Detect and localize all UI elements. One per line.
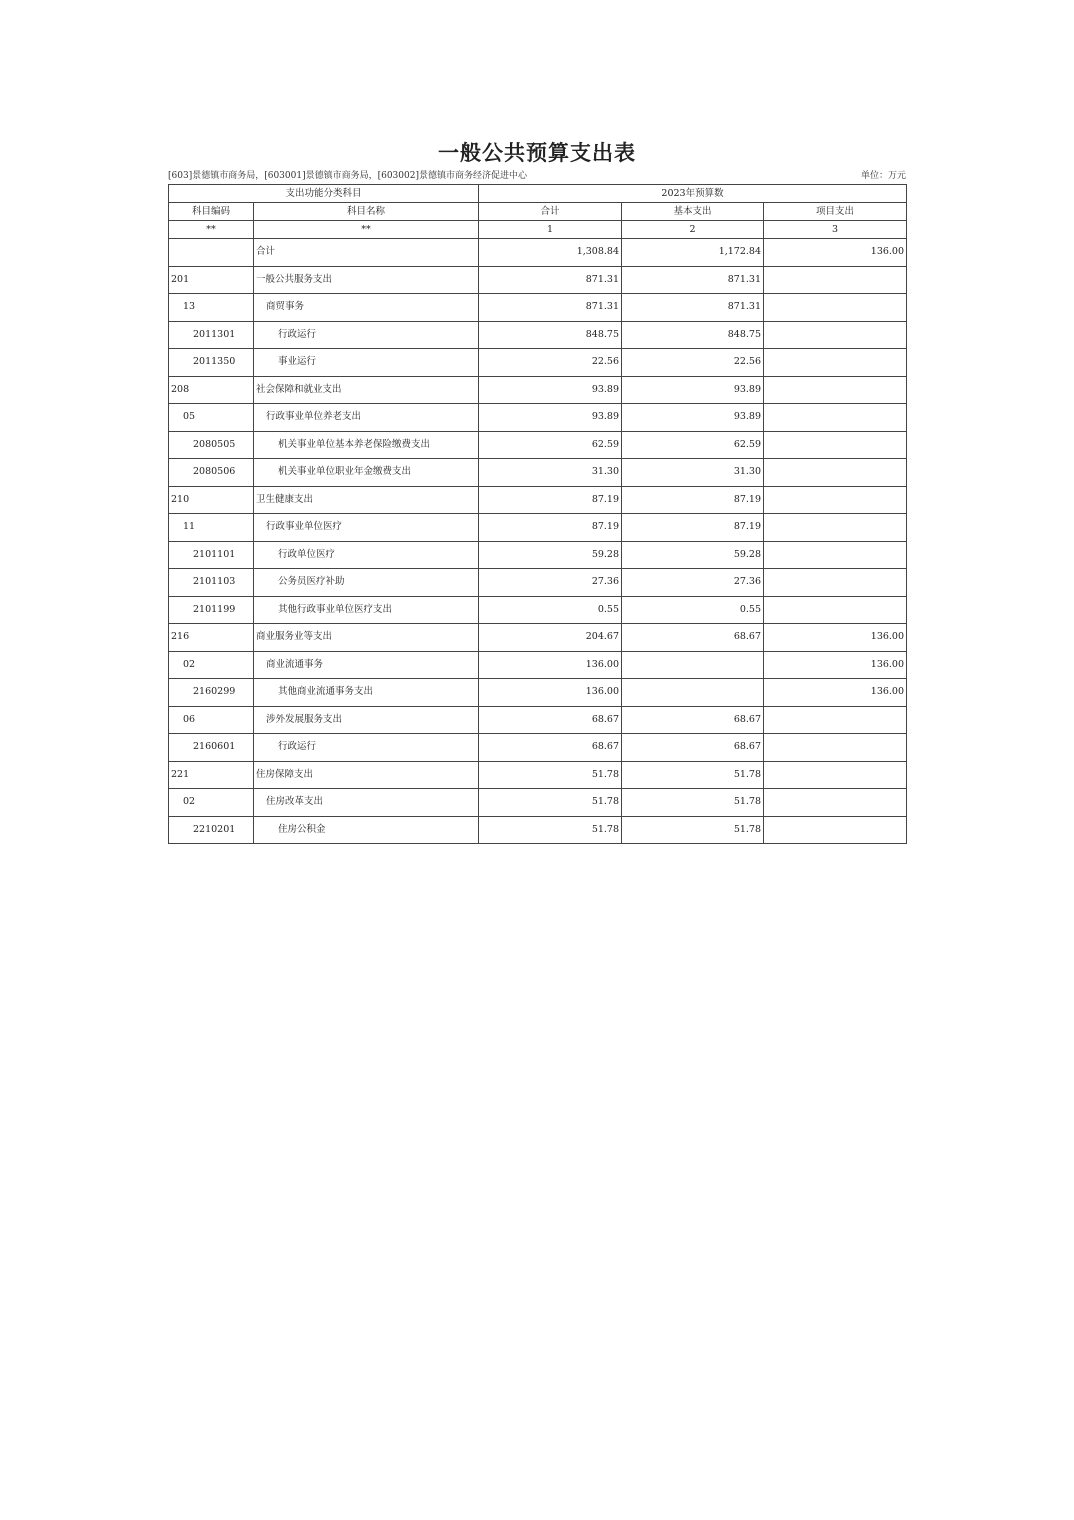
cell-name: 商贸事务 — [254, 294, 479, 322]
cell-name: 其他行政事业单位医疗支出 — [254, 596, 479, 624]
budget-page — [168, 138, 906, 844]
cell-code: 2101199 — [169, 596, 254, 624]
cell-total: 87.19 — [479, 514, 622, 542]
cell-basic: 68.67 — [622, 734, 764, 762]
cell-code — [169, 239, 254, 267]
cell-basic: 93.89 — [622, 376, 764, 404]
cell-name: 涉外发展服务支出 — [254, 706, 479, 734]
cell-total: 51.78 — [479, 761, 622, 789]
subtitle-line — [168, 168, 906, 184]
cell-code: 02 — [169, 789, 254, 817]
cell-code: 216 — [169, 624, 254, 652]
cell-name: 行政单位医疗 — [254, 541, 479, 569]
header-code: 科目编码 — [169, 203, 254, 221]
cell-name: 卫生健康支出 — [254, 486, 479, 514]
cell-project — [764, 321, 907, 349]
unit-label: 单位：万元 — [860, 171, 906, 181]
cell-total: 87.19 — [479, 486, 622, 514]
cell-name: 住房保障支出 — [254, 761, 479, 789]
header-total: 合计 — [479, 203, 622, 221]
table-row — [169, 349, 907, 377]
table-row — [169, 239, 907, 267]
cell-basic: 27.36 — [622, 569, 764, 597]
cell-code: 2160601 — [169, 734, 254, 762]
table-row — [169, 431, 907, 459]
cell-code: 2210201 — [169, 816, 254, 844]
index-total: 1 — [479, 221, 622, 239]
cell-total: 68.67 — [479, 734, 622, 762]
cell-basic: 51.78 — [622, 789, 764, 817]
table-row — [169, 596, 907, 624]
cell-project: 136.00 — [764, 651, 907, 679]
cell-basic: 87.19 — [622, 486, 764, 514]
cell-project — [764, 514, 907, 542]
cell-basic: 93.89 — [622, 404, 764, 432]
cell-name: 其他商业流通事务支出 — [254, 679, 479, 707]
table-row — [169, 321, 907, 349]
cell-basic: 848.75 — [622, 321, 764, 349]
cell-code: 2101101 — [169, 541, 254, 569]
cell-project — [764, 816, 907, 844]
cell-name: 事业运行 — [254, 349, 479, 377]
cell-total: 0.55 — [479, 596, 622, 624]
table-row — [169, 486, 907, 514]
table-row — [169, 404, 907, 432]
cell-basic: 51.78 — [622, 816, 764, 844]
header-basic: 基本支出 — [622, 203, 764, 221]
cell-total: 22.56 — [479, 349, 622, 377]
header-group-left: 支出功能分类科目 — [169, 185, 479, 203]
index-basic: 2 — [622, 221, 764, 239]
header-group-right: 2023年预算数 — [479, 185, 907, 203]
table-row — [169, 679, 907, 707]
cell-project — [764, 431, 907, 459]
cell-name: 行政运行 — [254, 321, 479, 349]
cell-name: 机关事业单位基本养老保险缴费支出 — [254, 431, 479, 459]
table-row — [169, 734, 907, 762]
cell-basic: 68.67 — [622, 706, 764, 734]
cell-basic: 31.30 — [622, 459, 764, 487]
page-title: 一般公共预算支出表 — [438, 140, 636, 165]
cell-name: 商业流通事务 — [254, 651, 479, 679]
cell-code: 210 — [169, 486, 254, 514]
cell-total: 871.31 — [479, 266, 622, 294]
cell-total: 27.36 — [479, 569, 622, 597]
cell-project — [764, 596, 907, 624]
table-header — [169, 185, 907, 239]
cell-code: 201 — [169, 266, 254, 294]
table-row — [169, 266, 907, 294]
cell-project — [764, 294, 907, 322]
cell-project — [764, 266, 907, 294]
cell-total: 136.00 — [479, 651, 622, 679]
cell-basic: 62.59 — [622, 431, 764, 459]
cell-code: 2011301 — [169, 321, 254, 349]
index-name: ** — [254, 221, 479, 239]
cell-name: 住房公积金 — [254, 816, 479, 844]
budget-table — [168, 184, 907, 844]
cell-total: 59.28 — [479, 541, 622, 569]
cell-project: 136.00 — [764, 679, 907, 707]
cell-name: 住房改革支出 — [254, 789, 479, 817]
table-row — [169, 294, 907, 322]
table-row — [169, 789, 907, 817]
cell-basic: 0.55 — [622, 596, 764, 624]
cell-project — [764, 459, 907, 487]
table-body — [169, 239, 907, 844]
cell-code: 2080506 — [169, 459, 254, 487]
cell-total: 93.89 — [479, 376, 622, 404]
cell-basic: 68.67 — [622, 624, 764, 652]
cell-code: 2080505 — [169, 431, 254, 459]
cell-total: 93.89 — [479, 404, 622, 432]
cell-name: 社会保障和就业支出 — [254, 376, 479, 404]
cell-basic: 871.31 — [622, 294, 764, 322]
cell-project — [764, 761, 907, 789]
cell-total: 51.78 — [479, 816, 622, 844]
cell-project — [764, 541, 907, 569]
cell-name: 行政运行 — [254, 734, 479, 762]
cell-total: 68.67 — [479, 706, 622, 734]
cell-total: 1,308.84 — [479, 239, 622, 267]
cell-project — [764, 486, 907, 514]
cell-name: 公务员医疗补助 — [254, 569, 479, 597]
cell-code: 2101103 — [169, 569, 254, 597]
cell-code: 2011350 — [169, 349, 254, 377]
cell-basic: 871.31 — [622, 266, 764, 294]
cell-total: 204.67 — [479, 624, 622, 652]
table-row — [169, 376, 907, 404]
cell-name: 机关事业单位职业年金缴费支出 — [254, 459, 479, 487]
cell-total: 871.31 — [479, 294, 622, 322]
cell-name: 行政事业单位养老支出 — [254, 404, 479, 432]
cell-project: 136.00 — [764, 239, 907, 267]
cell-code: 2160299 — [169, 679, 254, 707]
index-code: ** — [169, 221, 254, 239]
table-row — [169, 816, 907, 844]
cell-project — [764, 404, 907, 432]
cell-code: 02 — [169, 651, 254, 679]
cell-project — [764, 706, 907, 734]
units-text: [603]景德镇市商务局，[603001]景德镇市商务局，[603002]景德镇市商务经济促进中心 — [168, 171, 527, 181]
cell-basic: 22.56 — [622, 349, 764, 377]
cell-project — [764, 734, 907, 762]
cell-code: 221 — [169, 761, 254, 789]
cell-project — [764, 349, 907, 377]
cell-name: 合计 — [254, 239, 479, 267]
cell-project: 136.00 — [764, 624, 907, 652]
table-row — [169, 706, 907, 734]
cell-basic: 1,172.84 — [622, 239, 764, 267]
header-project: 项目支出 — [764, 203, 907, 221]
header-name: 科目名称 — [254, 203, 479, 221]
cell-basic — [622, 679, 764, 707]
cell-code: 11 — [169, 514, 254, 542]
table-row — [169, 624, 907, 652]
cell-code: 208 — [169, 376, 254, 404]
table-row — [169, 541, 907, 569]
table-row — [169, 651, 907, 679]
table-row — [169, 459, 907, 487]
cell-total: 848.75 — [479, 321, 622, 349]
cell-total: 62.59 — [479, 431, 622, 459]
table-row — [169, 761, 907, 789]
cell-total: 51.78 — [479, 789, 622, 817]
table-row — [169, 514, 907, 542]
cell-basic: 59.28 — [622, 541, 764, 569]
cell-name: 一般公共服务支出 — [254, 266, 479, 294]
cell-project — [764, 376, 907, 404]
index-project: 3 — [764, 221, 907, 239]
cell-code: 13 — [169, 294, 254, 322]
cell-total: 31.30 — [479, 459, 622, 487]
cell-project — [764, 569, 907, 597]
table-row — [169, 569, 907, 597]
cell-basic: 87.19 — [622, 514, 764, 542]
cell-project — [764, 789, 907, 817]
cell-name: 商业服务业等支出 — [254, 624, 479, 652]
cell-total: 136.00 — [479, 679, 622, 707]
cell-basic: 51.78 — [622, 761, 764, 789]
cell-code: 06 — [169, 706, 254, 734]
cell-basic — [622, 651, 764, 679]
cell-name: 行政事业单位医疗 — [254, 514, 479, 542]
cell-code: 05 — [169, 404, 254, 432]
